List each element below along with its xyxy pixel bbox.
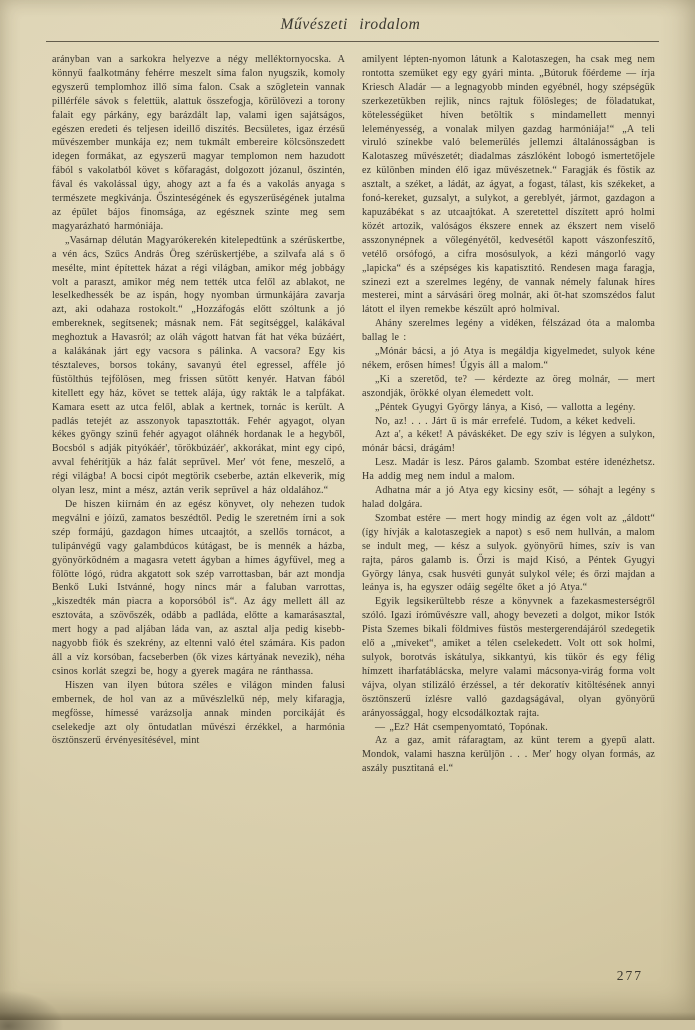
left-column	[52, 53, 345, 776]
paragraph: „Mónár bácsi, a jó Atya is megáldja kigyelmedet, sulyok kéne nékem, erősen hímes! Úgyis áll a malom.“	[362, 346, 655, 371]
paragraph: — „Ez? Hát csempenyomtató, Topónak.	[375, 721, 548, 733]
paragraph: „Péntek Gyugyi György lánya, a Kisó, — vallotta a legény.	[375, 401, 636, 413]
paragraph: „Vasárnap délután Magyarókerekén kitelepedtünk a szérűskertbe, a vén ács, Szűcs András Öreg szérűskertjébe, a szilvafa alá s ő mesélte, mint építettek házat a régi világban, amikor még jobbágy volt a paraszt, amikor még nem tették utca felől az ablakot, ne leselkedhessék be az ispán, hogy nyomban úrmunkájára zavarja azt, aki odahaza rostokolt.“ „Hozzáfogás előtt szóltunk a jó embereknek, segítsenek; másnak nem. Fát segítséggel, kalákával meghoztuk a Havasról; az oláh vágott hatvan fát hat véka búzáért, a kalákának járt egy vacsora s pálinka. A vacsora? Egy kis tésztaleves, borsos tokány, savanyú étel egressel, afféle jó füstölthús tejfölösen, meg frissen sütött kenyér. Hatvan fából kitellett egy ház, követ se tettek alája, úgy rakták le a talpfákat. Kamara esett az utca felől, ablak a kertnek, tornác is került. A padlás tetejét az asszonyok tapasztották. Fehér agyagot, olyan kékes gyöngy szinű fehér agyagot oláhnék hordanak le a hegyből, Bocsból s adják pityókáér', törökbúzáér', akkorákat, mint egy cipó, avval fehérítjük a ház falát seprűvel. Mer' vót fene, meszelő, a régi világba! A bocsi cipót megtörik cseberbe, aztán elkeverik, míg olyan lesz, mint a mész, aztán verik seprűvel a ház oldalához.“	[52, 234, 345, 497]
paragraph: amilyent lépten-nyomon látunk a Kalotaszegen, ha csak meg nem rontotta szemüket egy egy gyári minta. „Bútoruk főérdeme — írja Kriesch Aladár — a legnagyobb minden egyébnél, hogy szépségük szerkezetükben rejlik, nincs rajtuk fölösleges; de föladatukat, kötelességüket híven betöltik s mindamellett mennyi leleményesség, a vonalak milyen gazdag harmóniája!“ „A teli viruló színekbe való belemerülés jellemzi általánosságban is Kalotaszeg művészetét; diadalmas zászlóként lobogó ismertetőjele ez különben minden élő igaz művészetnek.“ Faragják és föstik az asztalt, a széket, a ládát, az ágyat, a fogast, tálast, kis székeket, a fonó-kereket, guzsalyt, a sulykot, a gereblyét, jármot, gazdagon a kapuzábékat s az utcaajtókat. A szeretettel díszített apró holmi közét artozik, valóságos ékszere ennek az ékszert nem viselő asszonynépnek a vőlegényétől, kedvesétől kapott vászonfeszítő, vetélő orsófogó, a cifra mosósulyok, a kézi mángorló vagy „lapicka“ és a szépséges kis kapatisztitó. Rendesen maga faragja, szinezi ezt a szerelmes legény, de vannak némely falunak híres mesterei, mint a sárvásári öreg molnár, aki öt-hat szomszédos falut látott el ilyen remekbe készült apró holmival.	[362, 54, 655, 316]
text-columns	[52, 53, 655, 776]
paragraph: Azt a', a kéket! A páváskéket. De egy szív is légyen a sulykon, mónár bácsi, drágám!	[362, 429, 655, 455]
header-divider	[46, 41, 659, 42]
paragraph: Egyik legsikerültebb része a könyvnek a fazekasmesterségről szóló. Igazi íróművészre vall, ahogy bevezeti a dolgot, mikor Istók Pista Szemes bikali földmives füstös mestergerendájáról szedegetik elő a „míveket“, amiket a télen cselekedett. Volt ott sok holmi, sulyok, borotvás iskátulya, sikkantyú, kis tükör és egy félig hímzett iharfatáblácska, melyre valami mácsonya-virág forma volt vájva, olyan stilizáló érzéssel, a tér dekoratív kitöltésének annyi ösztönszerű ízlésre valló gazdagságával, olyan gyönyörű arányossággal, hogy elcsodálkoztak rajta.	[362, 596, 655, 719]
paragraph: Lesz. Madár is lesz. Páros galamb. Szombat estére idenézhetsz. Ha addig meg nem indul a malom.	[362, 457, 655, 483]
paragraph: Ahány szerelmes legény a vidéken, félszázad óta a malomba ballag le :	[362, 318, 655, 344]
scan-bottom-edge	[0, 1012, 695, 1020]
paragraph: arányban van a sarkokra helyezve a négy melléktornyocska. A könnyű faalkotmány fehérre meszelt síma falon nyugszik, komoly egyszerű templomhoz illő síma falon. Csak a szögletein vannak pillérféle sávok s felettük, alattuk összefogja, körülövezi a torony falait egy párkány, egy barázdált lap, valami igen sajátságos, egészen eredeti és teljesen ideillő diszítés. Becsületes, igaz érzésű művészember munkája ez; nem tukmált embereire kölcsönszedett idegen formákat, az egyszerű magyar templomon nem hazudott fából s vakolatból követ s kőfaragást, dolgozott józanul, őszintén, fával és vakolással úgy, ahogy azt a fa és a vakolás anyaga s természete megkivánja. Őszinteségének és egyszerűségének jutalma az épület bájos finomsága, az egésznek szinte meg sem magyarázható harmóniája.	[52, 54, 345, 232]
paragraph: Hiszen van ilyen bútora széles e világon minden falusi embernek, de hol van az a művészlelkű nép, mely kifaragja, megfösse, hímessé varázsolja annak minden porcikáját és cselekedje azt oly öntudatlan művészi érzékkel, a harmónia ösztönszerű érvényesítésével, mint	[52, 679, 345, 747]
section-title: Művészeti irodalom	[280, 16, 421, 33]
right-column	[362, 53, 655, 776]
page-header	[52, 16, 655, 42]
paragraph: Szombat estére — mert hogy mindig az égen volt az „áldott“ (így hívják a kalotaszegiek a napot) s eső nem hullván, a malom se indult meg, — kész a sulyok. gyönyörű hímes, szív is van rajta, páros galamb is. Őrzi is majd Kisó, a Péntek Gyugyi György lánya, csak husvéti gunyát sulykol véle; és őrzi majdan a leánya is, ha egyszer odáig segélte őket a jó Atya.“	[362, 512, 655, 594]
page-number: 277	[616, 968, 643, 983]
paragraph: „Ki a szeretőd, te? — kérdezte az öreg molnár, — mert aszondják, örökké olyan élemedett volt.	[362, 373, 655, 399]
paragraph: No, az! . . . Járt ű is már errefelé. Tudom, a kéket kedveli.	[375, 415, 636, 427]
paragraph: Az a gaz, amit ráfaragtam, az künt terem a gyepű alatt. Mondok, valami haszna kerüljön . . . Mer' hogy olyan formás, az aszály pusztitaná el.“	[362, 735, 655, 775]
paragraph: De hiszen kiírnám én az egész könyvet, oly nehezen tudok megválni e jóízű, zamatos beszédtől. Pedig le szeretném írni a sok szép formájú, gazdagon hímes utcaajtót, a szellős tornácot, a tulipánvégű vagy galambdúcos kútágast, be is mennék a házba, gyönyörködném a magasra vetett ágyban a hímes ágyfűvel, meg a fölötte lógó, rúdra akgatott sok szép varrottasban, bár azt mondja Benkő Luki Istvánné, hogy nincs már a faluban varrottas, „kiszedték mán piacra a koporsóból is“. Az ágy mellett áll az esztováta, a szövőszék, odább a padláda, előtte a kamarásasztal, mert hogy a pad aljában láda van, az asztal alja pedig kisebb-nagyobb fiók és szekrény, az eltenni való étel számára. Kis padon áll a víz korsóban, facseberben (ők vizes kártyának nevezik), néha csinos korlát szegzi be, hogy a gyerek magára ne ránthassa.	[52, 499, 345, 677]
scan-corner-shadow	[0, 990, 64, 1030]
paragraph: Adhatna már a jó Atya egy kicsiny esőt, — sóhajt a legény s halad dolgára.	[362, 485, 655, 510]
